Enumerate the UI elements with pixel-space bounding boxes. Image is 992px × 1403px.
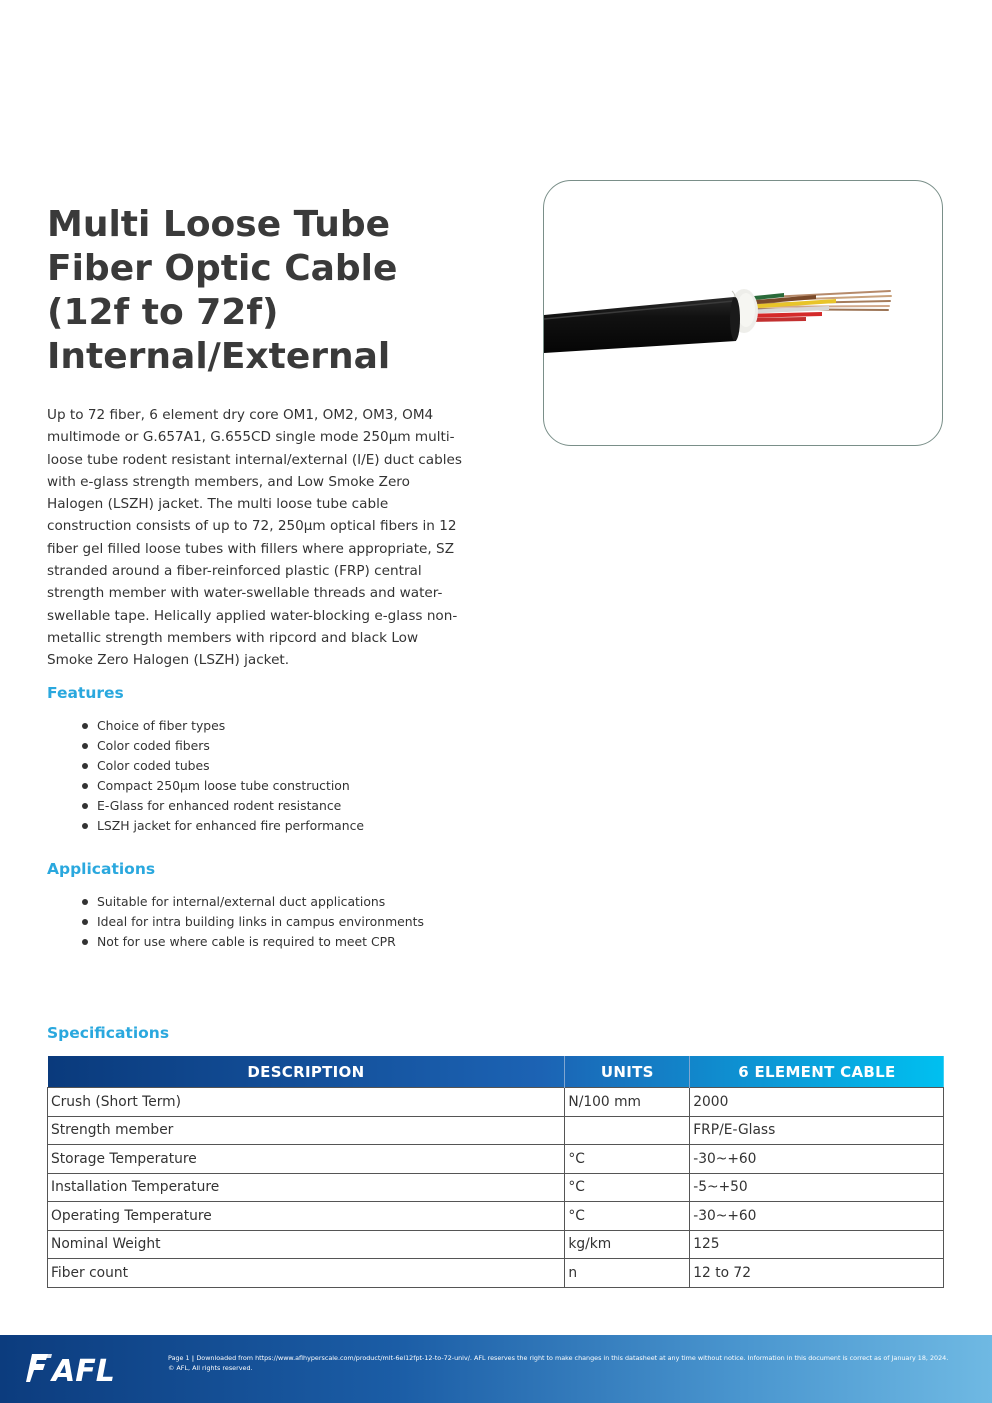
footer-notice: Page 1 | Downloaded from https://www.aflhyperscale.com/product/mlt-6el12fpt-12-to-72-univ/. AFL reserves the right to make changes in this datasheet at any time without notice. Information in this document is correct as of January 18, 2024. © AFL, All rights reserved. <box>168 1354 968 1373</box>
table-row <box>48 1259 944 1288</box>
list-item: E-Glass for enhanced rodent resistance <box>80 796 364 816</box>
table-cell: kg/km <box>565 1230 690 1259</box>
list-item: Compact 250µm loose tube construction <box>80 776 364 796</box>
column-header: DESCRIPTION <box>48 1056 565 1088</box>
title-line: Multi Loose Tube <box>47 204 391 245</box>
copyright: © AFL, All rights reserved. <box>168 1363 253 1372</box>
download-notice: Downloaded from https://www.aflhyperscale.com/product/mlt-6el12fpt-12-to-72-univ/. AFL reserves the right to make changes in this datasheet at any time without notice. Information in this document is correct as of January 18, 2024. <box>196 1354 949 1362</box>
product-title <box>47 203 507 379</box>
table-cell: °C <box>565 1145 690 1174</box>
applications-list <box>80 892 424 952</box>
table-cell: -30~+60 <box>690 1145 944 1174</box>
afl-logo <box>26 1350 126 1386</box>
table-cell: n <box>565 1259 690 1288</box>
applications-heading: Applications <box>47 860 156 878</box>
table-row <box>48 1116 944 1145</box>
table-cell: FRP/E-Glass <box>690 1116 944 1145</box>
list-item: LSZH jacket for enhanced fire performance <box>80 816 364 836</box>
table-row <box>48 1230 944 1259</box>
table-cell: Installation Temperature <box>48 1173 565 1202</box>
page-footer <box>0 1335 992 1403</box>
list-item: Color coded fibers <box>80 736 364 756</box>
table-cell <box>565 1116 690 1145</box>
features-heading: Features <box>47 684 124 702</box>
column-header: UNITS <box>565 1056 690 1088</box>
title-line: Internal/External <box>47 336 391 377</box>
column-header: 6 ELEMENT CABLE <box>738 1062 896 1081</box>
cable-illustration <box>544 181 943 446</box>
product-photo <box>543 180 943 446</box>
table-cell: Nominal Weight <box>48 1230 565 1259</box>
page-number: Page 1 <box>168 1354 190 1362</box>
table-cell: °C <box>565 1202 690 1231</box>
table-row <box>48 1173 944 1202</box>
table-cell: Crush (Short Term) <box>48 1088 565 1117</box>
table-cell: Strength member <box>48 1116 565 1145</box>
table-cell: Storage Temperature <box>48 1145 565 1174</box>
title-line: Fiber Optic Cable <box>47 248 398 289</box>
list-item: Choice of fiber types <box>80 716 364 736</box>
table-header-row <box>48 1056 944 1088</box>
product-description: Up to 72 fiber, 6 element dry core OM1, OM2, OM3, OM4 multimode or G.657A1, G.655CD single mode 250µm multi-loose tube rodent resistant internal/external (I/E) duct cables with e-glass strength members, and Low Smoke Zero Halogen (LSZH) jacket. The multi loose tube cable construction consists of up to 72, 250µm optical fibers in 12 fiber gel filled loose tubes with fillers where appropriate, SZ stranded around a fiber-reinforced plastic (FRP) central strength member with water-swellable threads and water-swellable tape. Helically applied water-blocking e-glass non-metallic strength members with ripcord and black Low Smoke Zero Halogen (LSZH) jacket. <box>47 407 462 669</box>
specifications-heading: Specifications <box>47 1024 170 1042</box>
table-cell: 2000 <box>690 1088 944 1117</box>
table-cell: Operating Temperature <box>48 1202 565 1231</box>
table-row <box>48 1202 944 1231</box>
specifications-table <box>47 1056 944 1288</box>
table-row <box>48 1088 944 1117</box>
table-cell: N/100 mm <box>565 1088 690 1117</box>
table-row <box>48 1145 944 1174</box>
table-cell: Fiber count <box>48 1259 565 1288</box>
features-list <box>80 716 364 837</box>
table-cell: 12 to 72 <box>690 1259 944 1288</box>
list-item: Suitable for internal/external duct applications <box>80 892 424 912</box>
table-cell: °C <box>565 1173 690 1202</box>
logo-text: AFL <box>52 1354 115 1386</box>
table-cell: 125 <box>690 1230 944 1259</box>
list-item: Color coded tubes <box>80 756 364 776</box>
table-cell: -30~+60 <box>690 1202 944 1231</box>
title-line: (12f to 72f) <box>47 292 279 333</box>
table-cell: -5~+50 <box>690 1173 944 1202</box>
list-item: Not for use where cable is required to meet CPR <box>80 932 424 952</box>
list-item: Ideal for intra building links in campus environments <box>80 912 424 932</box>
